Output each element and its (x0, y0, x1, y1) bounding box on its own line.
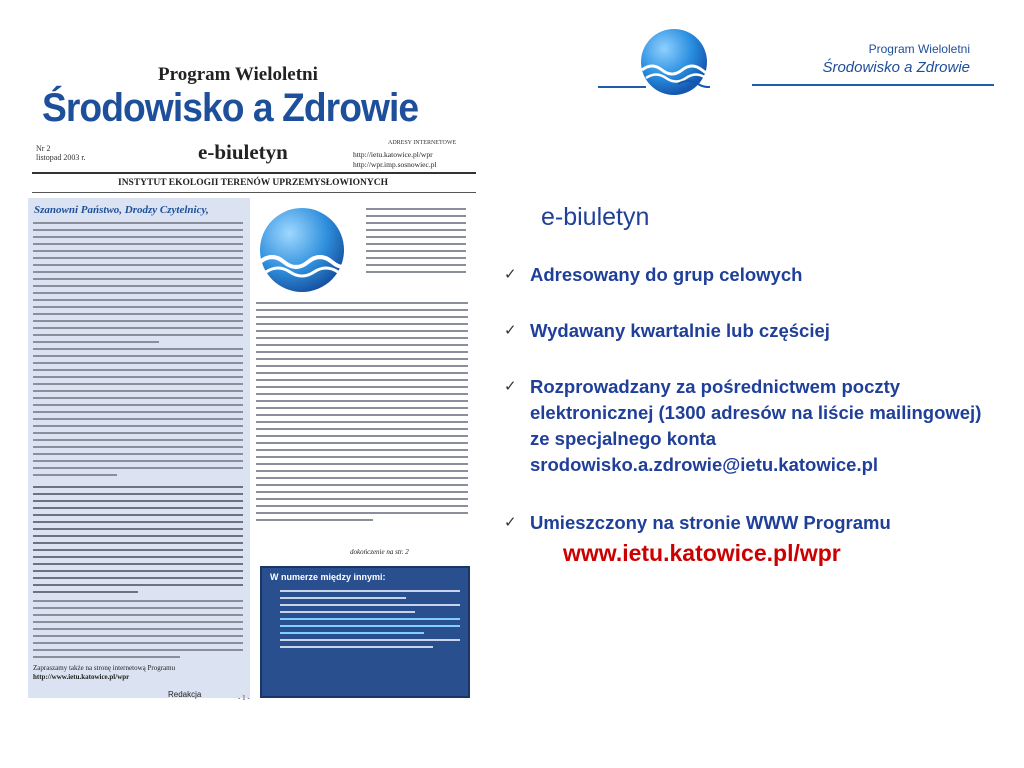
header-program-label: Program Wieloletni (868, 42, 970, 56)
newsletter-subtitle: e-biuletyn (198, 140, 288, 164)
text-block (256, 302, 468, 526)
bullet-text: Umieszczony na stronie WWW Programu (530, 512, 891, 533)
newsletter-program: Program Wieloletni (158, 64, 318, 85)
text-block (366, 208, 466, 278)
check-icon: ✓ (504, 378, 517, 395)
text-block (33, 600, 243, 663)
globe-waves-icon (638, 26, 710, 98)
newsletter-footer (33, 664, 175, 682)
newsletter-greeting: Szanowni Państwo, Drodzy Czytelnicy, (34, 204, 209, 216)
newsletter-contents-box (260, 566, 470, 698)
newsletter-box-heading: W numerze między innymi: (270, 572, 386, 582)
logo-line-right (752, 84, 994, 86)
divider (32, 192, 476, 193)
newsletter-footer-url: http://www.ietu.katowice.pl/wpr (33, 673, 130, 681)
newsletter-issue (36, 144, 86, 162)
text-block (33, 486, 243, 598)
newsletter-continued: dokończenie na str. 2 (350, 548, 409, 556)
content-heading: e-biuletyn (541, 203, 650, 231)
newsletter-issue-number: Nr 2 (36, 144, 51, 153)
program-url-link[interactable]: www.ietu.katowice.pl/wpr (563, 540, 841, 566)
newsletter-addresses (353, 150, 437, 170)
newsletter-page-number: - 1 - (238, 694, 250, 702)
newsletter-address-1: http://ietu.katowice.pl/wpr (353, 150, 433, 159)
check-icon: ✓ (504, 322, 517, 339)
newsletter-institute: INSTYTUT EKOLOGII TERENÓW UPRZEMYSŁOWIONYCH (118, 178, 389, 188)
bullet-text: Adresowany do grup celowych (530, 264, 803, 285)
bullet-text: Wydawany kwartalnie lub częściej (530, 320, 830, 341)
newsletter-title: Środowisko a Zdrowie (42, 86, 419, 130)
newsletter-page (28, 58, 484, 708)
bullet-text: Rozprowadzany za pośrednictwem poczty elektronicznej (1300 adresów na liście mailingowej) ze specjalnego konta srodowisko.a.zdrowie@ietu.katowice.pl (530, 376, 982, 475)
text-block (280, 590, 460, 653)
header-program-title: Środowisko a Zdrowie (822, 59, 970, 76)
text-block (33, 222, 243, 481)
newsletter-issue-date: listopad 2003 r. (36, 153, 86, 162)
newsletter-left-column (28, 198, 250, 698)
newsletter-addresses-heading: ADRESY INTERNETOWE (388, 140, 457, 146)
newsletter-footer-text: Zapraszamy także na stronę internetową Programu (33, 664, 176, 672)
divider (32, 172, 476, 174)
newsletter-address-2: http://wpr.imp.sosnowiec.pl (353, 160, 437, 169)
globe-waves-icon (254, 204, 350, 296)
newsletter-signature: Redakcja (168, 690, 202, 699)
check-icon: ✓ (504, 266, 517, 283)
check-icon: ✓ (504, 514, 517, 531)
